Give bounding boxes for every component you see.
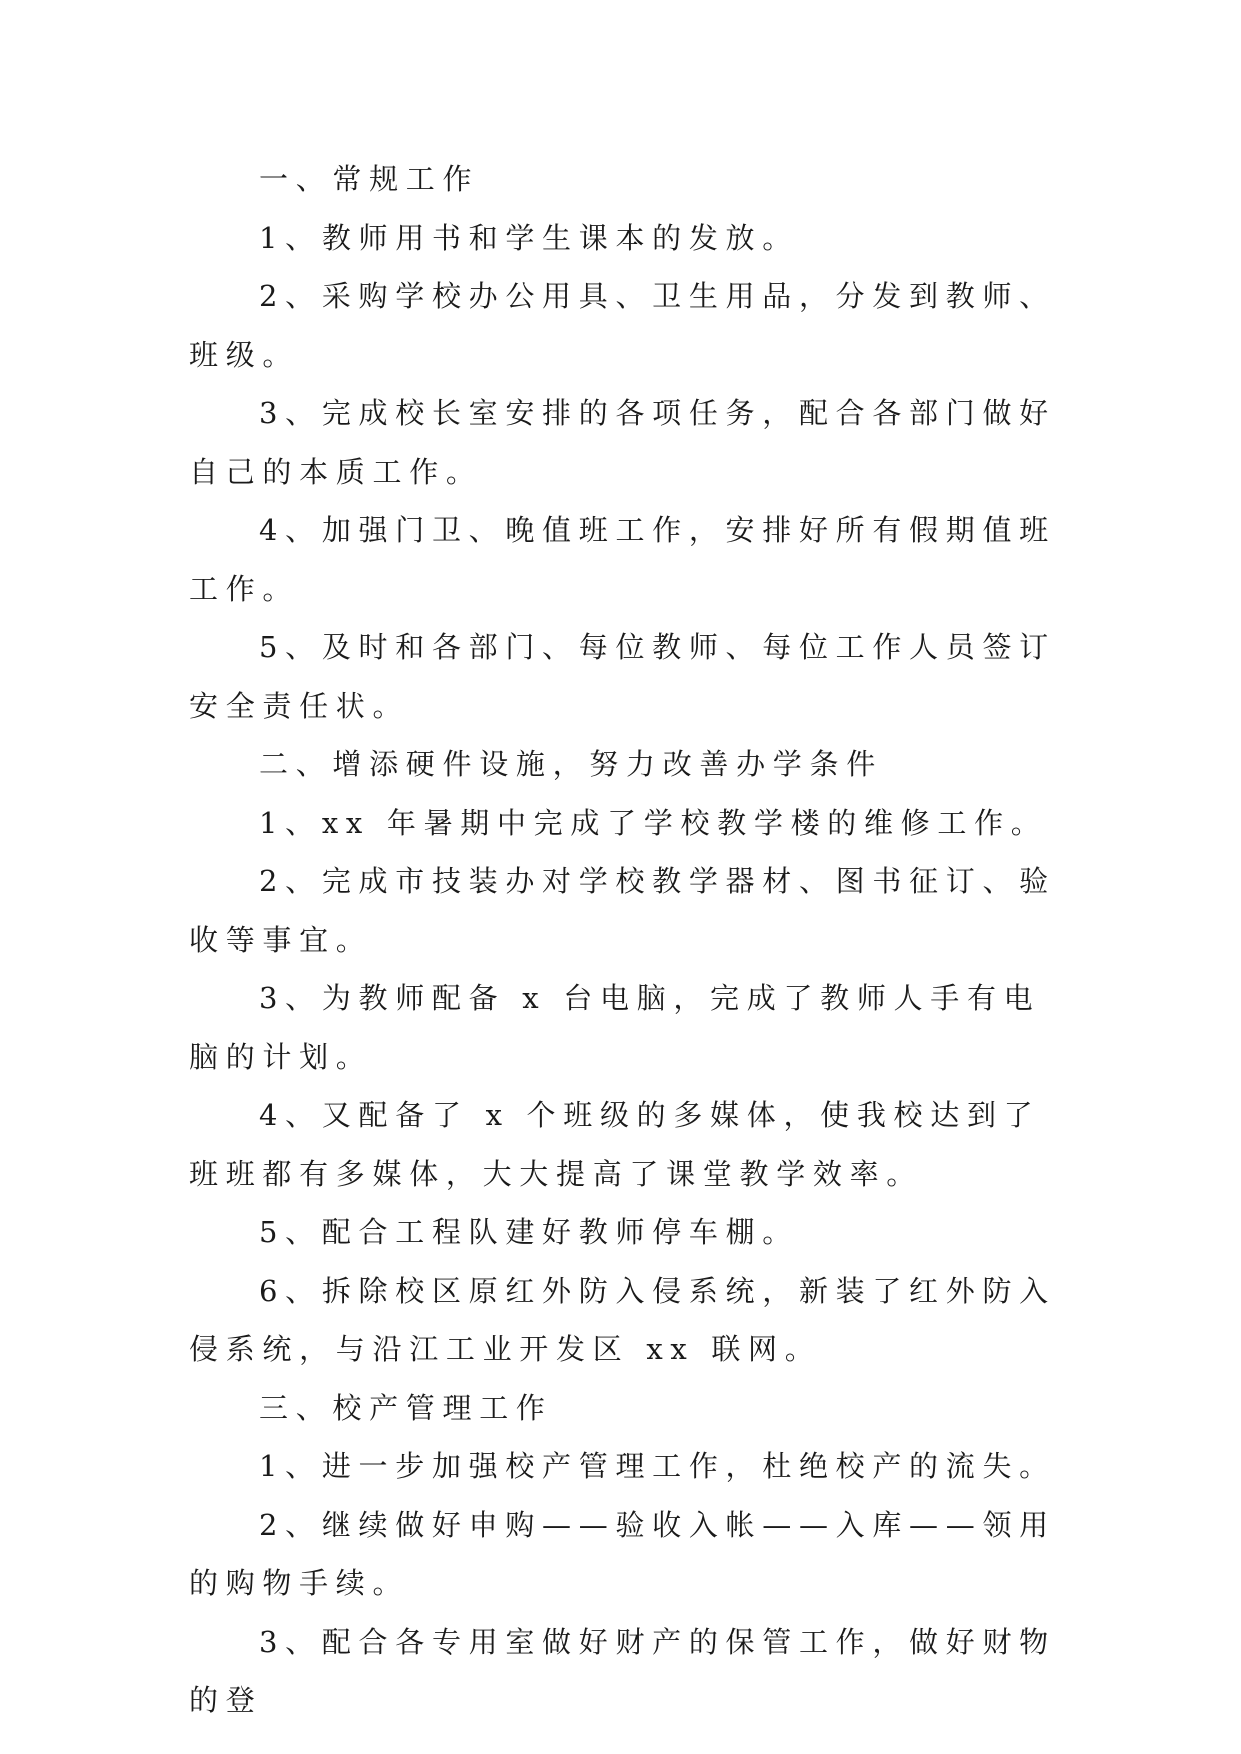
paragraph: 4、加强门卫、晚值班工作，安排好所有假期值班工作。 [189,513,1056,606]
section-heading-hardware-facilities: 二、增添硬件设施，努力改善办学条件 [259,747,883,781]
document-body [189,150,1059,1730]
paragraph: 2、采购学校办公用具、卫生用品，分发到教师、班级。 [189,279,1056,372]
paragraph: 1、进一步加强校产管理工作，杜绝校产的流失。 [259,1449,1056,1483]
paragraph: 5、及时和各部门、每位教师、每位工作人员签订安全责任状。 [189,630,1056,723]
paragraph: 1、xx 年暑期中完成了学校教学楼的维修工作。 [259,805,1048,840]
section-heading-routine-work: 一、常规工作 [259,162,480,196]
paragraph: 3、为教师配备 x 台电脑，完成了教师人手有电脑的计划。 [189,981,1041,1074]
paragraph: 2、完成市技装办对学校教学器材、图书征订、验收等事宜。 [189,864,1056,957]
paragraph: 4、又配备了 x 个班级的多媒体，使我校达到了班班都有多媒体，大大提高了课堂教学效率。 [189,1098,1041,1191]
paragraph: 3、完成校长室安排的各项任务，配合各部门做好自己的本质工作。 [189,396,1056,489]
section-heading-asset-management: 三、校产管理工作 [259,1390,553,1425]
paragraph: 5、配合工程队建好教师停车棚。 [259,1215,799,1249]
paragraph: 1、教师用书和学生课本的发放。 [259,220,799,255]
paragraph: 2、继续做好申购——验收入帐——入库——领用的购物手续。 [189,1507,1056,1600]
paragraph: 3、配合各专用室做好财产的保管工作，做好财物的登 [189,1624,1056,1717]
paragraph: 6、拆除校区原红外防入侵系统，新装了红外防入侵系统，与沿江工业开发区 xx 联网。 [189,1273,1056,1366]
